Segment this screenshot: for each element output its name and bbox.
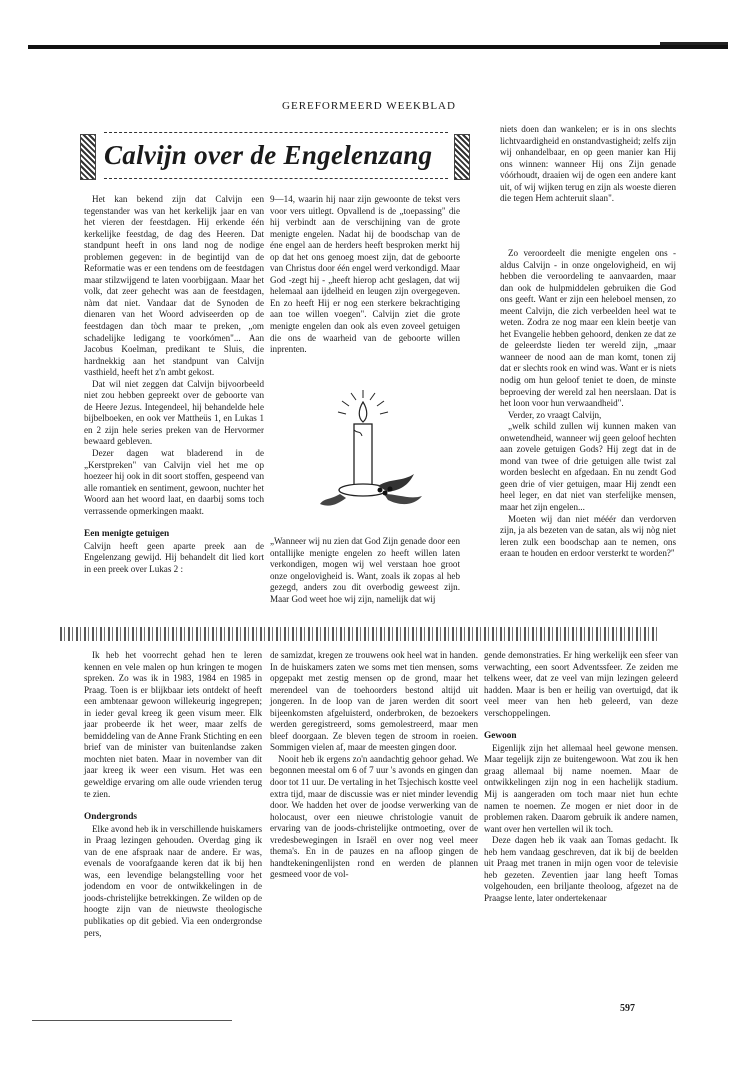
lower-column-3 (484, 650, 678, 904)
page-number: 597 (620, 1003, 635, 1014)
paragraph: Elke avond heb ik in verschillende huiskamers in Praag lezingen gehouden. Overdag ging ik van de ene afspraak naar de andere. Er was, evenals de voorafgaande keren dat ik bij hen was, een levendige belangstelling voor het jodendom en voor de ontwikkelingen in de joods-christelijke betrekkingen. Ze wilden op de hoogte zijn van de nieuwste theologische publikaties op dit gebied. Via een ondergrondse pers, (84, 823, 262, 938)
column-2-quote (270, 536, 460, 605)
subheading: Ondergronds (84, 812, 138, 823)
paragraph: niets doen dan wankelen; er is in ons slechts lichtvaardigheid en onstandvastigheid; zelfs zijn wij onhandelbaar, en op geen manier kan Hij ons winnen: wanneer Hij ons Zijn genade vóórhoudt, draaien wij de ogen een andere kant uit, of wij wijken terug en zijn als woeste dieren die tegen Hem achteruit slaan". (500, 124, 676, 204)
paragraph: Nooit heb ik ergens zo'n aandachtig gehoor gehad. We begonnen meestal om 6 of 7 uur 's avonds en gingen dan door tot 11 uur. De vertaling in het Tsjechisch kostte veel extra tijd, maar de discussie was er niet minder levendig door. We hadden het over de joodse verwerking van de holocaust, over een nieuwe christologie vanuit de ervaring van de joods-christelijke ontmoeting, over de vredesbewegingen in Israël en over nog veel meer thema's. En in de pauzes en na afloop gingen de handtekeningenlijsten rond en werden de plannen gesmeed voor de vol- (270, 753, 478, 880)
subheading: Gewoon (484, 731, 517, 742)
paragraph: „Wanneer wij nu zien dat God Zijn genade door een ontallijke menigte engelen zo heeft willen laten verkondigen, mogen wij wel verstaan hoe groot onze ongelovigheid is. Want, zoals ik zopas al heb gezegd, anders zou dit overbodig geweest zijn. Maar God weet hoe wij zijn, namelijk dat wij (270, 536, 460, 604)
candle-illustration (318, 390, 428, 520)
title-rule-top (104, 132, 448, 133)
paragraph: Zo veroordeelt die menigte engelen ons - aldus Calvijn - in onze ongelovigheid, en wij hebben die veroordeling te aanvaarden, maar dan ook de hulpmiddelen gebruiken die God ons geeft. Want er zijn een heleboel mensen, zo meent Calvijn, die zich verbeelden heel wat te weten. Zodra ze nog maar een klein beetje van het Evangelie hebben gehoord, denken ze dat ze de geleerdste lieden ter wereld zijn, „maar wanneer de nood aan de man komt, tonen zij dat er slechts rook en wind was. Want er is niets nodig om hun geloof teniet te doen, de minste beproeving der wereld zal hen neerslaan. Dat is het loon voor hun verwaandheid". (500, 248, 676, 409)
paragraph: Dat wil niet zeggen dat Calvijn bijvoorbeeld niet zou hebben gepreekt over de geboorte van de Heere Jezus. Integendeel, hij behandelde hele bijbelboeken, en ook ver Mattheüs 1, en Lukas 1 en 2 zijn hele series preken van de Hervormer bewaard gebleven. (84, 378, 264, 447)
column-3-continued (500, 248, 676, 560)
paragraph: Deze dagen heb ik vaak aan Tomas gedacht. Ik heb hem vandaag geschreven, dat ik bij de beelden uit Praag met tranen in mijn ogen voor de televisie heb gezeten. Zeventien jaar lang heeft Tomas volgehouden, een briljante theoloog, afgezet na de Praagse lente, later ondertekenaar (484, 835, 678, 903)
footer-rule (32, 1020, 232, 1021)
column-2 (270, 194, 460, 356)
top-rule-scrap (660, 42, 728, 45)
paragraph: Calvijn heeft geen aparte preek aan de Engelenzang gewijd. Hij behandelt dit lied kort in een preek over Lukas 2 : (84, 540, 264, 574)
paragraph: gende demonstraties. Er hing werkelijk een sfeer van verwachting, een soort Adventssfeer. Ze zeiden me telkens weer, dat ze veel van mijn lezingen geleerd hadden. Maar is ben er heilig van overtuigd, dat ik veel meer van hen heb geleerd, van deze verschoppelingen. (484, 650, 678, 718)
column-1 (84, 194, 264, 576)
paragraph: „welk schild zullen wij kunnen maken van onwetendheid, wanneer wij geen geloof hechten aan zovele getuigen Gods? Hij zegt dat in de mond van twee of drie getuigen alle twist zal worden beslecht en afgedaan. En nu zendt God geen drie of vier getuigen, maar Hij zendt een heel leger, en dat niet van sterfelijke mensen, maar het zijn engelen... (500, 421, 676, 513)
column-3 (500, 124, 676, 205)
top-rule (28, 45, 728, 49)
running-header: GEREFORMEERD WEEKBLAD (282, 100, 456, 112)
paragraph: Eigenlijk zijn het allemaal heel gewone mensen. Maar tegelijk zijn ze buitengewoon. Wat zou ik hen graag allemaal bij name noemen. Maar de ontwikkelingen zijn nog in een hachelijk stadium. Mij is aangeraden om toch maar niet hun echte namen te noemen. Ze mogen er niet door in de problemen raken. Daarom gebruik ik andere namen, want over hen vertellen wil ik toch. (484, 742, 678, 834)
title-rule-bottom (104, 178, 448, 179)
subheading: Een menigte getuigen (84, 529, 170, 540)
decorative-band (60, 627, 660, 641)
paragraph: Het kan bekend zijn dat Calvijn een tegenstander was van het kerkelijk jaar en van het vieren der feestdagen. Hij erkende één kerkelijke feestdag, de dag des Heeren. Dat standpunt heeft in ons land nog de nodige problemen gegeven: in de begintijd van de Reformatie was er een tendens om de feestdagen maar stilzwijgend te laten voorbijgaan. Maar het volk, dat zeer gehecht was aan de feestdagen, nàm dat niet. Vandaar dat de Synoden de dienaren van het Woord adviseerden op de feestdagen dan tòch maar te preken, „om schadelijke ledigang te voorkómen"... Aan Jacobus Koelman, predikant te Sluis, die hardnekkig aan het standpunt van Calvijn vasthield, heeft het z'n ambt gekost. (84, 194, 264, 378)
paragraph: de samizdat, kregen ze trouwens ook heel wat in handen. In de huiskamers zaten we soms met tien mensen, soms opgepakt met zestig mensen op de grond, maar het merendeel van de toehoorders bestond altijd uit jongeren. In de loop van de jaren werden dit soort bijeenkomsten afgeluisterd, onderbroken, de bezoekers werden geregistreerd, soms gemolestreerd, maar men bleef doorgaan. Ze bleven tegen de stroom in roeien. Sommigen vielen af, maar de meesten gingen door. (270, 650, 478, 753)
paragraph: Ik heb het voorrecht gehad hen te leren kennen en vele malen op hun kringen te mogen spreken. Zo was ik in 1983, 1984 en 1985 in Praag. Toen is er blijkbaar iets ontdekt of heeft een ambtenaar gewoon willekeurig ingegrepen; in ieder geval kreeg ik geen visum meer. Elk jaar probeerde ik het weer, maar zelfs de bemiddeling van de Anne Frank Stichting en een brief van de minister van buitenlandse zaken mochten niet baten. Maar in november van dit jaar kreeg ik weer een visum. Het was een geweldige ervaring om alle oude vrienden terug te zien. (84, 650, 262, 799)
article-title: Calvijn over de Engelenzang (104, 140, 433, 170)
ornament-right (454, 134, 470, 180)
lower-column-1 (84, 650, 262, 939)
paragraph: Verder, zo vraagt Calvijn, (508, 409, 602, 420)
ornament-left (80, 134, 96, 180)
paragraph: 9—14, waarin hij naar zijn gewoonte de tekst vers voor vers uitlegt. Opvallend is de „toepassing" die hij verbindt aan de verschijning van de grote menigte engelen. Nadat hij de boodschap van de éne engel aan de herders heeft besproken merkt hij op dat het ons genoeg moest zijn, dat de geboorte van Christus door één engel werd verkondigd. Maar God -zegt hij - „heeft hierop acht geslagen, dat wij helemaal aan ijdelheid en leugen zijn overgegeven. En zo heeft Hij er nog een sterkere bekrachtiging aan toe willen voegen". Calvijn ziet die grote menigte engelen dan ook als even zoveel getuigen die ons de waarheid van de geboorte willen inprenten. (270, 194, 460, 355)
paragraph: Moeten wij dan niet mééér dan verdorven zijn, ja als bezeten van de satan, als wij nòg niet leren zulk een boodschap aan te nemen, ons eraan te houden en erdoor versterkt te worden?" (500, 513, 676, 559)
lower-column-2 (270, 650, 478, 881)
paragraph: Dezer dagen wat bladerend in de „Kerstpreken" van Calvijn viel het me op hoezeer hij ook in dit soort stoffen, gespeend van alle romantiek en sentiment, gewoon, nuchter het Woord aan het woord laat, en daarbij soms toch verrassende opmerkingen maakt. (84, 448, 264, 516)
